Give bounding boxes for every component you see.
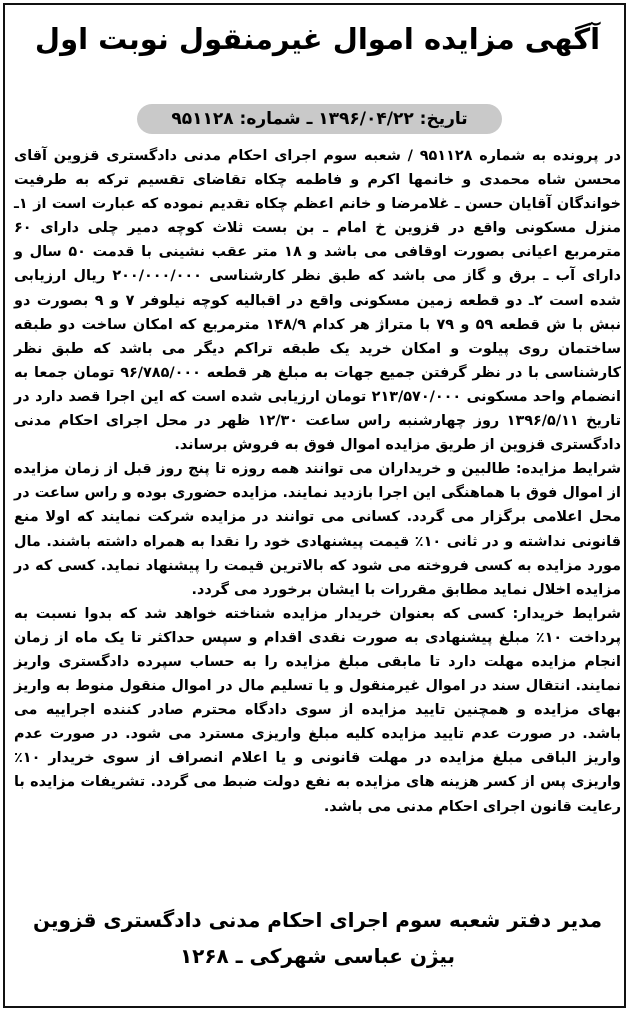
paragraph-auction-conditions: شرایط مزایده: طالبین و خریداران می توانند همه روزه تا پنج روز قبل از زمان مزایده از اموال فوق با هماهنگی این اجرا بازدید نمایند. مزایده حضوری بوده و راس ساعت در محل اعلامی برگزار می گردد. کسانی می توانند در مزایده شرکت نمایند که اولا منع قانونی نداشته و در ثانی ۱۰٪ قیمت پیشنهادی خود را نقدا به همراه داشته باشند. مال مورد مزایده به کسی فروخته می شود که بالاترین قیمت را پیشنهاد نماید. کسی که در مزایده اخلال نماید مطابق مقررات با ایشان برخورد می گردد. — [14, 461, 621, 598]
notice-title: آگهی مزایده اموال غیرمنقول نوبت اول — [34, 22, 601, 56]
date-number-line: تاریخ: ۱۳۹۶/۰۴/۲۲ ـ شماره: ۹۵۱۱۲۸ — [137, 104, 502, 134]
signature-title: مدیر دفتر شعبه سوم اجرای احکام مدنی دادگستری قزوین — [32, 908, 603, 932]
paragraph-buyer-conditions: شرایط خریدار: کسی که بعنوان خریدار مزایده شناخته خواهد شد که بدوا نسبت به پرداخت ۱۰٪ مبلغ پیشنهادی به صورت نقدی اقدام و سپس حداکثر تا یک ماه از زمان انجام مزایده مهلت دارد تا مابقی مبلغ مزایده را به حساب سپرده دادگستری واریز نمایند. انتقال سند در اموال غیرمنقول و یا تسلیم مال در اموال منقول منوط به واریز بهای مزایده و همچنین تایید مزایده از سوی دادگاه محترم صادر کننده اجراییه می باشد. در صورت عدم تایید مزایده کلیه مبلغ واریزی مسترد می شود. در صورت عدم واریز الباقی مبلغ مزایده در مهلت قانونی و یا اعلام انصراف از سوی خریدار ۱۰٪ واریزی پس از کسر هزینه های مزایده به نفع دولت ضبط می گردد. تشریفات مزایده با رعایت قانون اجرای احکام مدنی می باشد. — [14, 605, 621, 815]
signature-name: بیژن عباسی شهرکی ـ ۱۲۶۸ — [179, 944, 456, 968]
paragraph-case-description: در پرونده به شماره ۹۵۱۱۲۸ / شعبه سوم اجرای احکام مدنی دادگستری قزوین آقای محسن شاه محمدی و خانمها اکرم و فاطمه چکاه تقاضای تقسیم ترکه به طرفیت خواندگان آقایان حسن ـ غلامرضا و خانم اعظم چکاه تقدیم نموده که عبارت است از ۱ـ منزل مسکونی واقع در قزوین خ امام ـ بن بست ثلاث کوچه دمیر چلی دارای ۶۰ مترمربع اعیانی بصورت اوقافی می باشد و ۱۸ متر عقب نشینی با قدمت ۵۰ سال و دارای آب ـ برق و گاز می باشد که طبق نظر کارشناسی ۲۰۰/۰۰۰/۰۰۰ ریال ارزیابی شده است ۲ـ دو قطعه زمین مسکونی واقع در اقبالیه کوچه نیلوفر ۷ و ۹ بصورت دو نبش با ش قطعه ۵۹ و ۷۹ با متراژ هر کدام ۱۴۸/۹ مترمربع که امکان ساخت دو طبقه ساختمان روی پیلوت و امکان خرید یک طبقه تراکم دیگر می باشد که طبق نظر کارشناسی با در نظر گرفتن جمیع جهات به مبلغ هر قطعه ۹۶/۷۸۵/۰۰۰ تومان جمعا به انضمام واحد مسکونی ۲۱۳/۵۷۰/۰۰۰ تومان ارزیابی شده است که این اجرا قصد دارد در تاریخ ۱۳۹۶/۵/۱۱ روز چهارشنبه راس ساعت ۱۲/۳۰ ظهر در محل اجرای احکام مدنی دادگستری قزوین از طریق مزایده اموال فوق به فروش برساند. — [14, 148, 622, 454]
notice-body — [14, 144, 621, 819]
